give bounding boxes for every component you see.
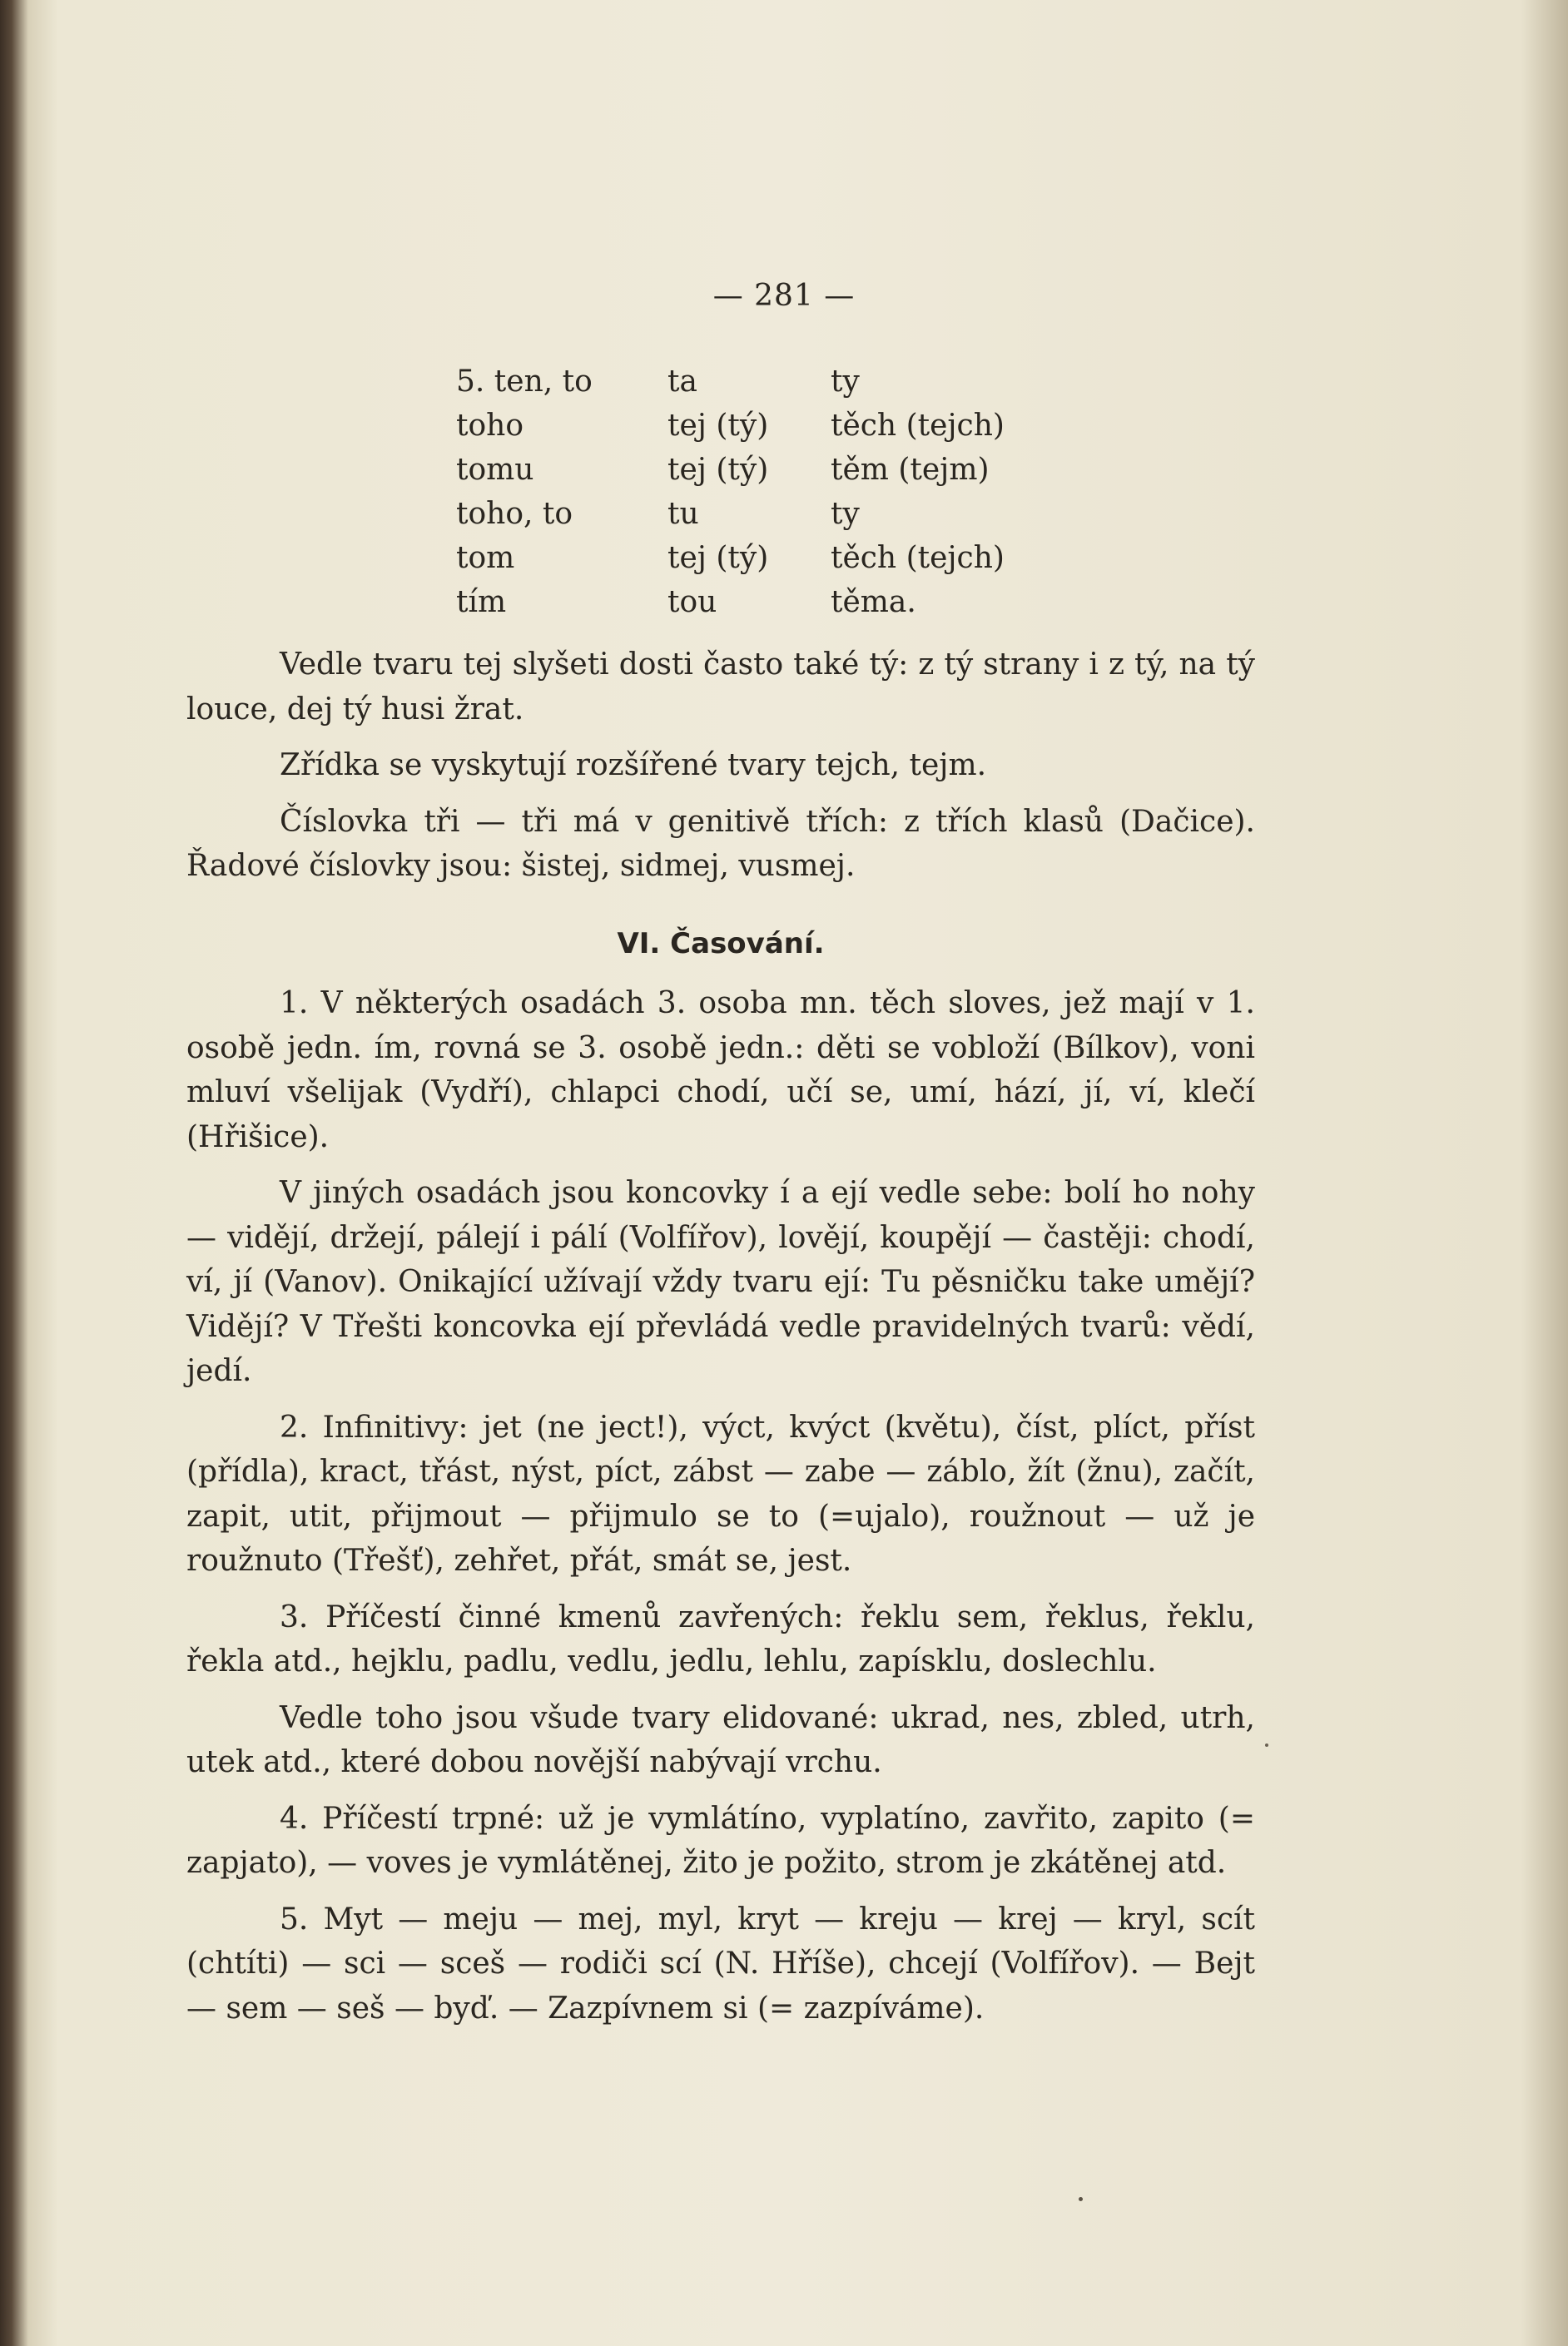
section-heading: VI. Časování. (617, 926, 825, 960)
declension-row (456, 580, 1005, 624)
plural-form: těm (tejm) (831, 453, 990, 487)
declension-row (456, 492, 1005, 536)
plural-form: ty (831, 497, 860, 531)
masc-form: toho (456, 409, 523, 443)
paragraph: Zřídka se vyskytují rozšířené tvary tejch, tejm. (280, 748, 987, 782)
fem-form: tej (tý) (667, 409, 769, 443)
plural-form: těch (tejch) (831, 541, 1005, 575)
paragraph: 4. Příčestí trpné: už je vymlátíno, vyplatíno, zavřito, zapito (= zapjato), — voves je vymlátěnej, žito je požito, strom je zkátěnej atd. (186, 1801, 1255, 1880)
paragraph: Číslovka tři — tři má v genitivě třích: z třích klasů (Dačice). Řadové číslovky jsou: šistej, sidmej, vusmej. (186, 804, 1255, 883)
paragraph: V jiných osadách jsou koncovky í a ejí vedle sebe: bolí ho nohy — vidějí, držejí, pálejí i pálí (Volfířov), lovějí, koupějí — častěji: chodí, ví, jí (Vanov). Onikající užívají vždy tvaru ejí: Tu pěsničku take umějí? Vidějí? V Třešti koncovka ejí převládá vedle pravidelných tvarů: vědí, jedí. (186, 1176, 1255, 1388)
fem-form: tej (tý) (667, 453, 769, 487)
paragraph: Vedle tvaru tej slyšeti dosti často také tý: z tý strany i z tý, na tý louce, dej tý husi žrat. (186, 647, 1255, 727)
paragraph: 3. Příčestí činné kmenů zavřených: řeklu sem, řeklus, řeklu, řekla atd., hejklu, padlu, vedlu, jedlu, lehlu, zapísklu, doslechlu. (186, 1600, 1255, 1679)
ink-speck (1265, 1743, 1268, 1747)
plural-form: těch (tejch) (831, 409, 1005, 443)
declension-row (456, 360, 1005, 404)
declension-row (456, 448, 1005, 492)
ink-speck (1079, 2197, 1083, 2201)
paragraph: 5. Myt — meju — mej, myl, kryt — kreju — krej — kryl, scít (chtíti) — sci — sceš — rodiči scí (N. Hříše), chcejí (Volfířov). — Bejt — sem — seš — byď. — Zazpívnem si (= zazpíváme). (186, 1902, 1255, 2026)
declension-row (456, 404, 1005, 448)
fem-form: tu (667, 497, 699, 531)
masc-form: 5. ten, to (456, 365, 593, 399)
body-text (186, 642, 1255, 2031)
fem-form: tej (tý) (667, 541, 769, 575)
declension-row (456, 536, 1005, 580)
fem-form: tou (667, 585, 717, 619)
plural-form: ty (831, 365, 860, 399)
masc-form: tím (456, 585, 507, 619)
masc-form: toho, to (456, 497, 573, 531)
fem-form: ta (667, 365, 697, 399)
page-number: — 281 — (712, 279, 856, 313)
paragraph: 1. V některých osadách 3. osoba mn. těch sloves, jež mají v 1. osobě jedn. ím, rovná se 3. osobě jedn.: děti se vobloží (Bílkov), voni mluví všelijak (Vydří), chlapci chodí, učí se, umí, hází, jí, ví, klečí (Hřišice). (186, 986, 1255, 1154)
masc-form: tomu (456, 453, 534, 487)
declension-table (456, 360, 1005, 624)
plural-form: těma. (831, 585, 916, 619)
paragraph: 2. Infinitivy: jet (ne ject!), výct, kvýct (květu), číst, plíct, příst (přídla), kract, třást, nýst, píct, zábst — zabe — záblo, žít (žnu), začít, zapit, utit, přijmout — přijmulo se to (=ujalo), roužnout — už je roužnuto (Třešť), zehřet, přát, smát se, jest. (186, 1410, 1255, 1578)
masc-form: tom (456, 541, 515, 575)
paragraph: Vedle toho jsou všude tvary elidované: ukrad, nes, zbled, utrh, utek atd., které dobou novější nabývají vrchu. (186, 1700, 1255, 1779)
